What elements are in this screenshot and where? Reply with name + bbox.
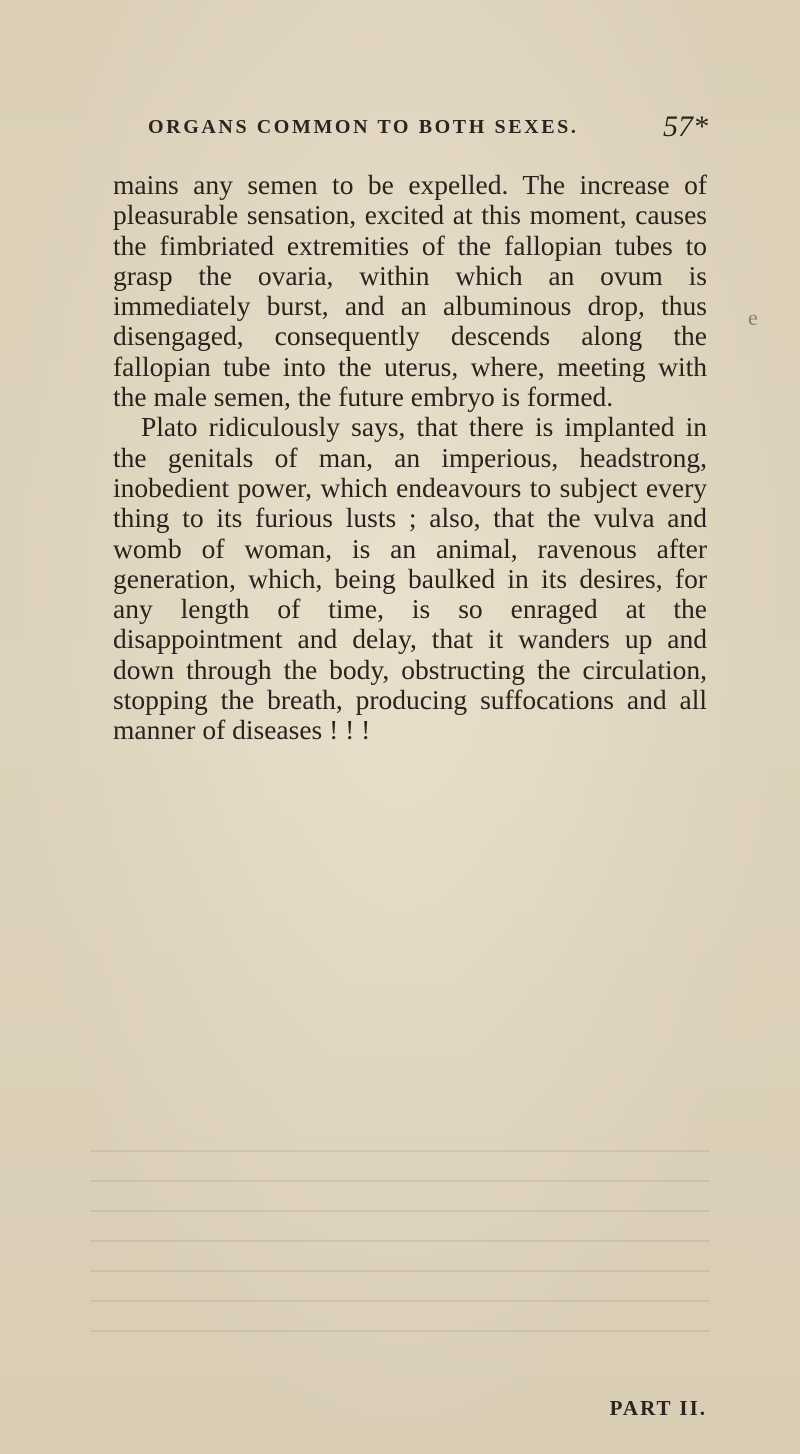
running-head — [148, 112, 708, 148]
footer-signature: PART II. — [609, 1396, 707, 1420]
paragraph-1: mains any semen to be expelled. The increase of pleasurable sensation, excited at this moment, causes the fimbriated extremities of the fallopian tubes to grasp the ovaria, within which an ovum is immediately burst, and an albuminous drop, thus disengaged, consequently descends along the fallopian tube into the uterus, where, meeting with the male semen, the future embryo is formed. — [113, 169, 707, 413]
show-through-bleed — [90, 1150, 710, 1350]
paragraph-2: Plato ridiculously says, that there is implanted in the genitals of man, an imperious, headstrong, inobedient power, which endeavours to subject every thing to its furious lusts ; also, that the vulva and womb of woman, is an animal, ravenous after generation, which, being baulked in its desires, for any length of time, is so enraged at the disappointment and delay, that it wanders up and down through the body, obstructing the circulation, stopping the breath, producing suffocations and all manner of diseases ! ! ! — [113, 411, 707, 746]
body-text — [113, 170, 707, 746]
running-title: ORGANS COMMON TO BOTH SEXES. — [148, 116, 579, 138]
margin-mark: e — [748, 305, 758, 330]
page-number: 57* — [663, 110, 708, 143]
